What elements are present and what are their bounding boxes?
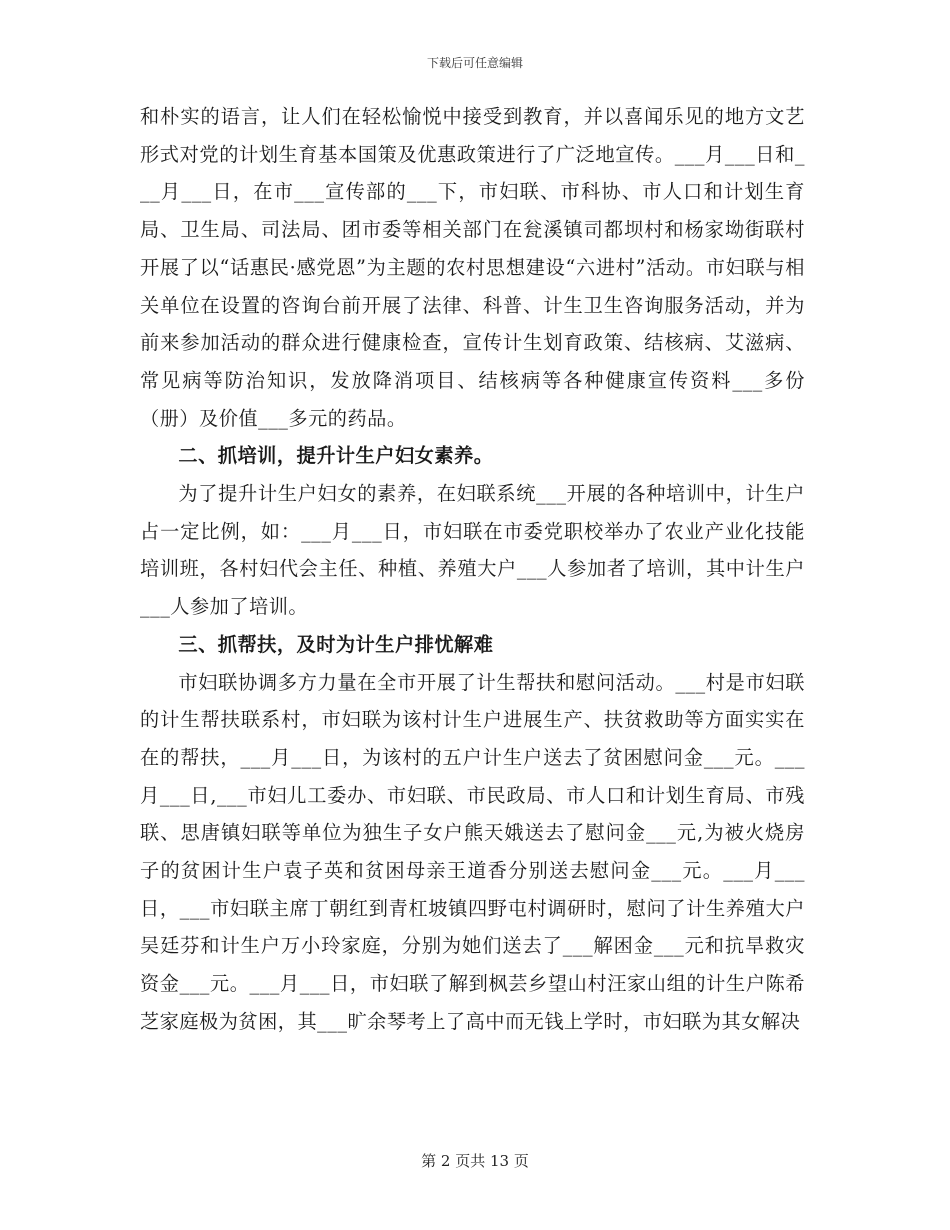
page-number: 第 2 页共 13 页 [421,1152,529,1170]
page-header-note: 下载后可任意编辑 [426,56,523,70]
section-heading-assistance: 三、抓帮扶，及时为计生户排忧解难 [178,632,494,656]
paragraph-training: 为了提升计生户妇女的素养，在妇联系统___开展的各种培训中，计生户占一定比例，如：___月___日，市妇联在市委党职校举办了农业产业化技能培训班，各村妇代会主任、种植、养殖大户___人参加者了培训，其中计生户___人参加了培训。 [140,482,805,619]
section-heading-training: 二、抓培训，提升计生户妇女素养。 [178,444,494,468]
paragraph-assistance: 市妇联协调多方力量在全市开展了计生帮扶和慰问活动。___村是市妇联的计生帮扶联系村，市妇联为该村计生户进展生产、扶贫救助等方面实实在在的帮扶，___月___日，为该村的五户计生户送去了贫困慰问金___元。___月___日,___市妇儿工委办、市妇联、市民政局、市人口和计划生育局、市残联、思唐镇妇联等单位为独生子女户熊天娥送去了慰问金___元,为被火烧房子的贫困计生户袁子英和贫困母亲王道香分别送去慰问金___元。___月___日，___市妇联主席丁朝红到青杠坡镇四野屯村调研时，慰问了计生养殖大户吴廷芬和计生户万小玲家庭，分别为她们送去了___解困金___元和抗旱救灾资金___元。___月___日，市妇联了解到枫芸乡望山村汪家山组的计生户陈希芝家庭极为贫困，其___旷余琴考上了高中而无钱上学时，市妇联为其女解决 [140,670,805,1033]
paragraph-continued: 和朴实的语言，让人们在轻松愉悦中接受到教育，并以喜闻乐见的地方文艺形式对党的计划生育基本国策及优惠政策进行了广泛地宣传。___月___日和___月___日，在市___宣传部的___下，市妇联、市科协、市人口和计划生育局、卫生局、司法局、团市委等相关部门在瓮溪镇司都坝村和杨家坳街联村开展了以“话惠民·感党恩”为主题的农村思想建设“六进村”活动。市妇联与相关单位在设置的咨询台前开展了法律、科普、计生卫生咨询服务活动，并为前来参加活动的群众进行健康检查，宣传计生划育政策、结核病、艾滋病、常见病等防治知识，发放降消项目、结核病等各种健康宣传资料___多份（册）及价值___多元的药品。 [140,105,805,430]
document-body [140,98,805,1041]
